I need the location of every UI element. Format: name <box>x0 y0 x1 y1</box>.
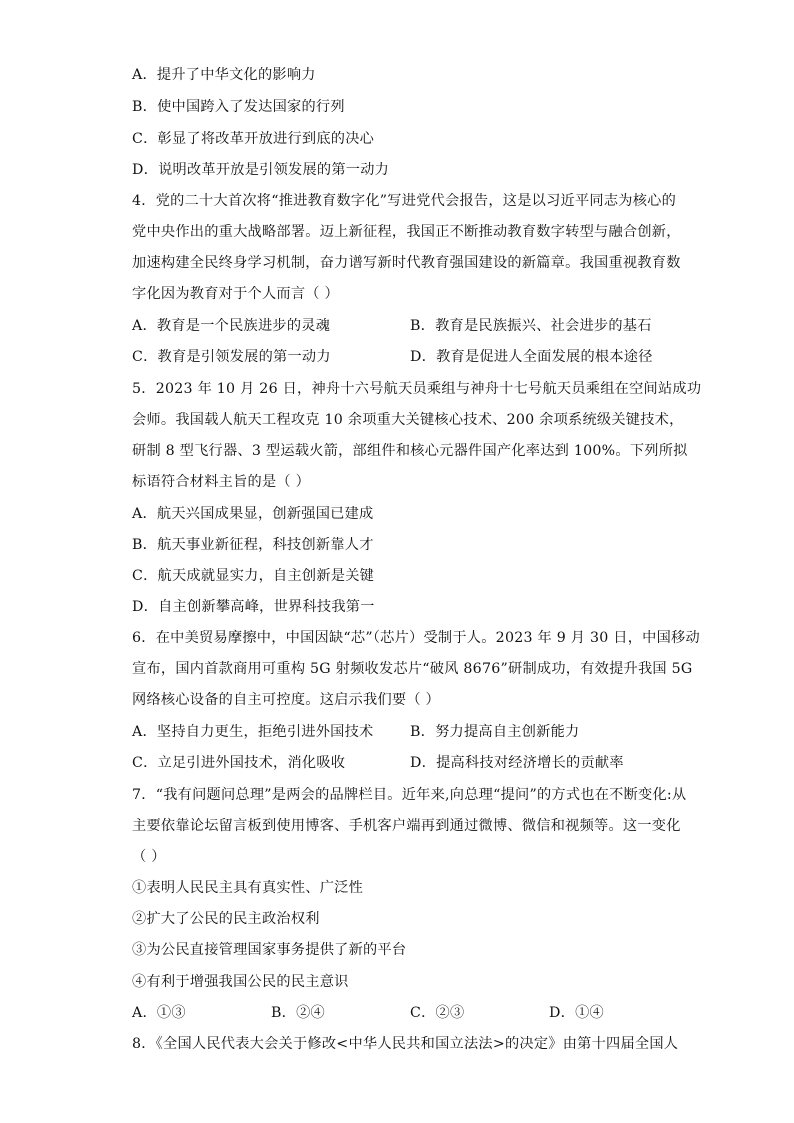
q7-item: ①表明人民民主具有真实性、广泛性 <box>132 880 364 896</box>
q5-option-c: C．航天成就显实力，自主创新是关键 <box>132 568 375 584</box>
q3-option-d: D．说明改革开放是引领发展的第一动力 <box>132 162 390 178</box>
q6-option-c: C．立足引进外国技术，消化吸收 <box>132 755 346 771</box>
q3-option-a: A．提升了中华文化的影响力 <box>132 67 316 83</box>
q3-option-c: C．彰显了将改革开放进行到底的决心 <box>132 131 375 147</box>
q5-option-d: D．自主创新攀高峰，世界科技我第一 <box>132 599 375 615</box>
q4-stem-line: 字化因为教育对于个人而言（ ） <box>132 286 339 302</box>
q5-stem-line: 5．2023 年 10 月 26 日，神舟十六号航天员乘组与神舟十七号航天员乘组在空间站成功 <box>132 381 702 397</box>
q7-option-d: D．①④ <box>549 1005 604 1021</box>
q7-item: ③为公民直接管理国家事务提供了新的平台 <box>132 942 407 958</box>
q5-stem-line: 标语符合材料主旨的是（ ） <box>132 474 311 490</box>
q7-stem-line: 7．“我有问题问总理”是两会的品牌栏目。近年来,向总理“提问”的方式也在不断变化:从 <box>132 787 687 803</box>
q7-option-a: A．①③ <box>132 1005 186 1021</box>
q7-option-b: B．②④ <box>271 1005 325 1021</box>
q7-stem-line: （ ） <box>132 849 166 865</box>
q6-stem-line: 网络核心设备的自主可控度。这启示我们要（ ） <box>132 692 440 708</box>
q7-stem-line: 主要依靠论坛留言板到使用博客、手机客户端再到通过微博、微信和视频等。这一变化 <box>132 818 681 834</box>
q4-option-b: B．教育是民族振兴、社会进步的基石 <box>410 318 652 334</box>
q7-option-c: C．②③ <box>410 1005 465 1021</box>
q4-option-c: C．教育是引领发展的第一动力 <box>132 349 331 365</box>
q4-stem-line: 4．党的二十大首次将“推进教育数字化”写进党代会报告，这是以习近平同志为核心的 <box>132 193 677 209</box>
q6-option-b: B．努力提高自主创新能力 <box>410 724 580 740</box>
q4-stem-line: 加速构建全民终身学习机制，奋力谱写新时代教育强国建设的新篇章。我国重视教育数 <box>132 255 681 271</box>
q5-option-a: A．航天兴国成果显，创新强国已建成 <box>132 506 374 522</box>
q6-stem-line: 宣布，国内首款商用可重构 5G 射频收发芯片“破风 8676”研制成功，有效提升我国 5G <box>132 661 693 677</box>
q4-stem-line: 党中央作出的重大战略部署。迈上新征程，我国正不断推动教育数字转型与融合创新， <box>132 224 681 240</box>
q4-option-d: D．教育是促进人全面发展的根本途径 <box>410 349 653 365</box>
q8-stem-line: 8．《全国人民代表大会关于修改<中华人民共和国立法法>的决定》由第十四届全国人 <box>132 1036 679 1052</box>
q5-stem-line: 研制 8 型飞行器、3 型运载火箭，部组件和核心元器件国产化率达到 100%。下列所拟 <box>132 443 688 459</box>
q7-item: ④有利于增强我国公民的民主意识 <box>132 974 349 990</box>
q6-option-d: D．提高科技对经济增长的贡献率 <box>410 755 624 771</box>
q4-option-a: A．教育是一个民族进步的灵魂 <box>132 318 331 334</box>
q6-stem-line: 6．在中美贸易摩擦中，中国因缺“芯”（芯片）受制于人。2023 年 9 月 30 日，中国移动 <box>132 630 700 646</box>
q5-option-b: B．航天事业新征程，科技创新靠人才 <box>132 537 374 553</box>
q3-option-b: B．使中国跨入了发达国家的行列 <box>132 99 345 115</box>
q6-option-a: A．坚持自力更生，拒绝引进外国技术 <box>132 724 374 740</box>
q5-stem-line: 会师。我国载人航天工程攻克 10 余项重大关键核心技术、200 余项系统级关键技术， <box>132 412 684 428</box>
q7-item: ②扩大了公民的民主政治权利 <box>132 911 320 927</box>
